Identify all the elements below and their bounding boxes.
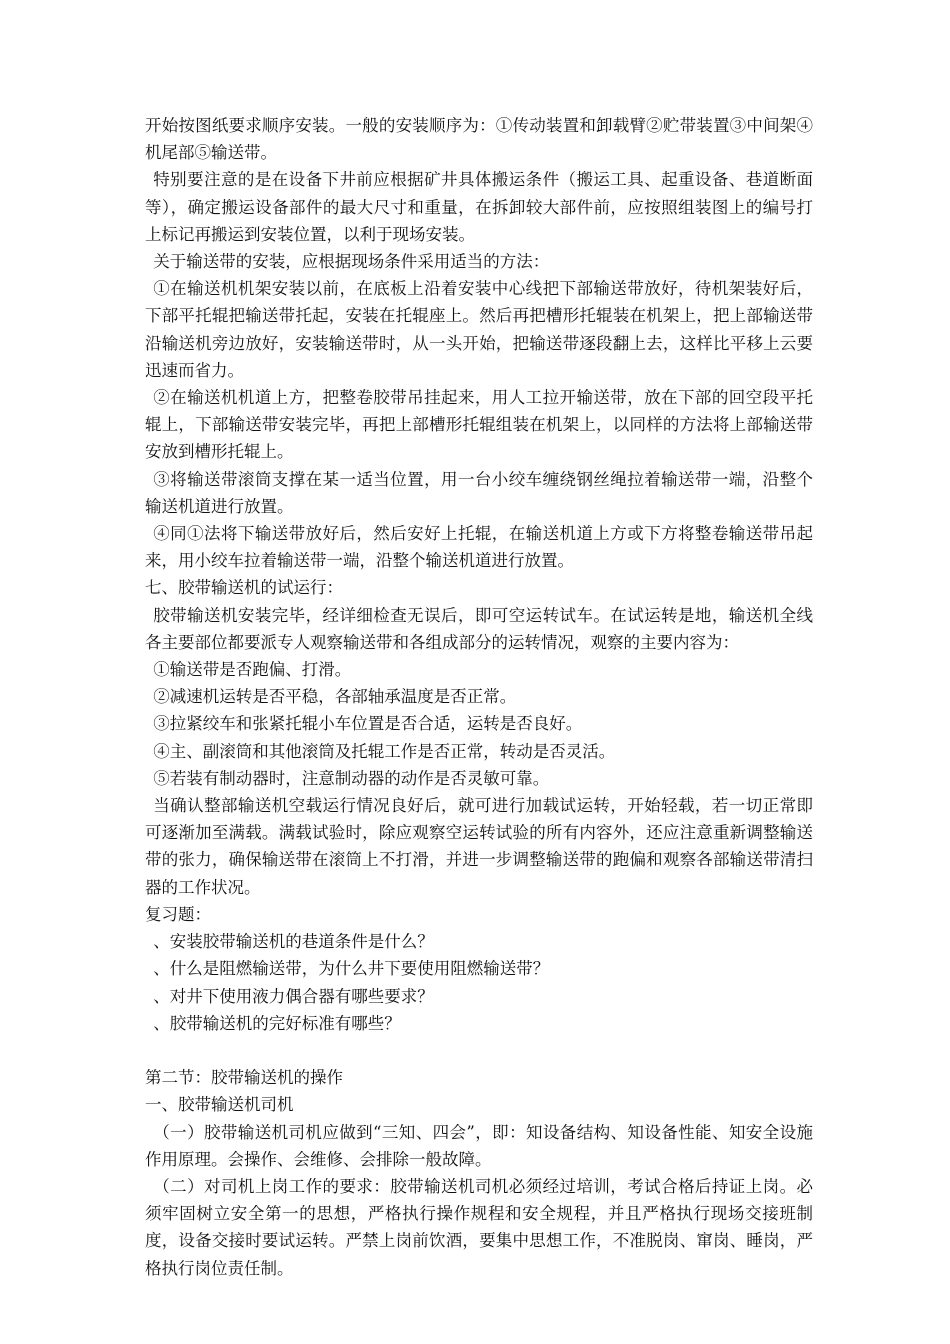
paragraph-install-order: 开始按图纸要求顺序安装。一般的安装顺序为：①传动装置和卸载臂②贮带装置③中间架④机尾部⑤输送带。 [145,116,813,163]
review-question-3: 、对井下使用液力偶合器有哪些要求？ [153,986,434,1006]
list-item-check-1: ①输送带是否跑偏、打滑。 [153,660,352,680]
paragraph-method-2: ②在输送机机道上方，把整卷胶带吊挂起来，用人工拉开输送带，放在下部的回空段平托辊上，下部输送带安装完毕，再把上部槽形托辊组装在机架上，以同样的方法将上部输送带安放到槽形托辊上。 [145,388,813,462]
paragraph-belt-install-intro: 关于输送带的安装，应根据现场条件采用适当的方法： [153,252,550,272]
review-question-2: 、什么是阻燃输送带，为什么井下要使用阻燃输送带？ [153,959,550,979]
list-item-check-2: ②减速机运转是否平稳，各部轴承温度是否正常。 [153,687,517,707]
paragraph-load-test: 当确认整部输送机空载运行情况良好后，就可进行加载试运转，开始轻载，若一切正常即可逐渐加至满载。满载试验时，除应观察空运转试验的所有内容外，还应注意重新调整输送带的张力，确保输送带在滚筒上不打滑，并进一步调整输送带的跑偏和观察各部输送带清扫器的工作状况。 [145,796,813,897]
paragraph-operator-requirements: （二）对司机上岗工作的要求：胶带输送机司机必须经过培训，考试合格后持证上岗。必须牢固树立安全第一的思想，严格执行操作规程和安全规程，并且严格执行现场交接班制度，设备交接时要试运转。严禁上岗前饮酒，要集中思想工作，不准脱岗、窜岗、睡岗，严格执行岗位责任制。 [145,1176,813,1278]
list-item-check-3: ③拉紧绞车和张紧托辊小车位置是否合适，运转是否良好。 [153,714,583,734]
paragraph-method-3: ③将输送带滚筒支撑在某一适当位置，用一台小绞车缠绕钢丝绳拉着输送带一端，沿整个输送机道进行放置。 [145,469,813,516]
document-body [145,112,813,1282]
list-item-check-4: ④主、副滚筒和其他滚筒及托辊工作是否正常，转动是否灵活。 [153,741,616,761]
paragraph-method-4: ④同①法将下输送带放好后，然后安好上托辊，在输送机道上方或下方将整卷输送带吊起来，用小绞车拉着输送带一端，沿整个输送机道进行放置。 [145,524,813,571]
paragraph-method-1: ①在输送机机架安装以前，在底板上沿着安装中心线把下部输送带放好，待机架装好后，下部平托辊把输送带托起，安装在托辊座上。然后再把槽形托辊装在机架上，把上部输送带沿输送机旁边放好，安装输送带时，从一头开始，把输送带逐段翻上去，这样比平移上云要迅速而省力。 [145,279,813,380]
blank-line [145,1037,813,1064]
review-question-1: 、安装胶带输送机的巷道条件是什么？ [153,932,434,952]
section-heading-operation: 第二节：胶带输送机的操作 [145,1068,343,1088]
subsection-heading-operator: 一、胶带输送机司机 [145,1095,294,1115]
list-item-check-5: ⑤若装有制动器时，注意制动器的动作是否灵敏可靠。 [153,768,550,788]
section-heading-trial-run: 七、胶带输送机的试运行： [145,578,343,598]
section-heading-review: 复习题： [145,904,211,924]
review-question-4: 、胶带输送机的完好标准有哪些？ [153,1013,401,1033]
paragraph-operator-knowledge: （一）胶带输送机司机应做到“三知、四会”，即：知设备结构、知设备性能、知安全设施作用原理。会操作、会维修、会排除一般故障。 [145,1122,813,1169]
paragraph-transport-note: 特别要注意的是在设备下井前应根据矿井具体搬运条件（搬运工具、起重设备、巷道断面等），确定搬运设备部件的最大尺寸和重量，在拆卸较大部件前，应按照组装图上的编号打上标记再搬运到安装位置，以利于现场安装。 [145,170,813,244]
paragraph-trial-run-intro: 胶带输送机安装完毕，经详细检查无误后，即可空运转试车。在试运转是地，输送机全线各主要部位都要派专人观察输送带和各组成部分的运转情况，观察的主要内容为： [145,605,813,652]
